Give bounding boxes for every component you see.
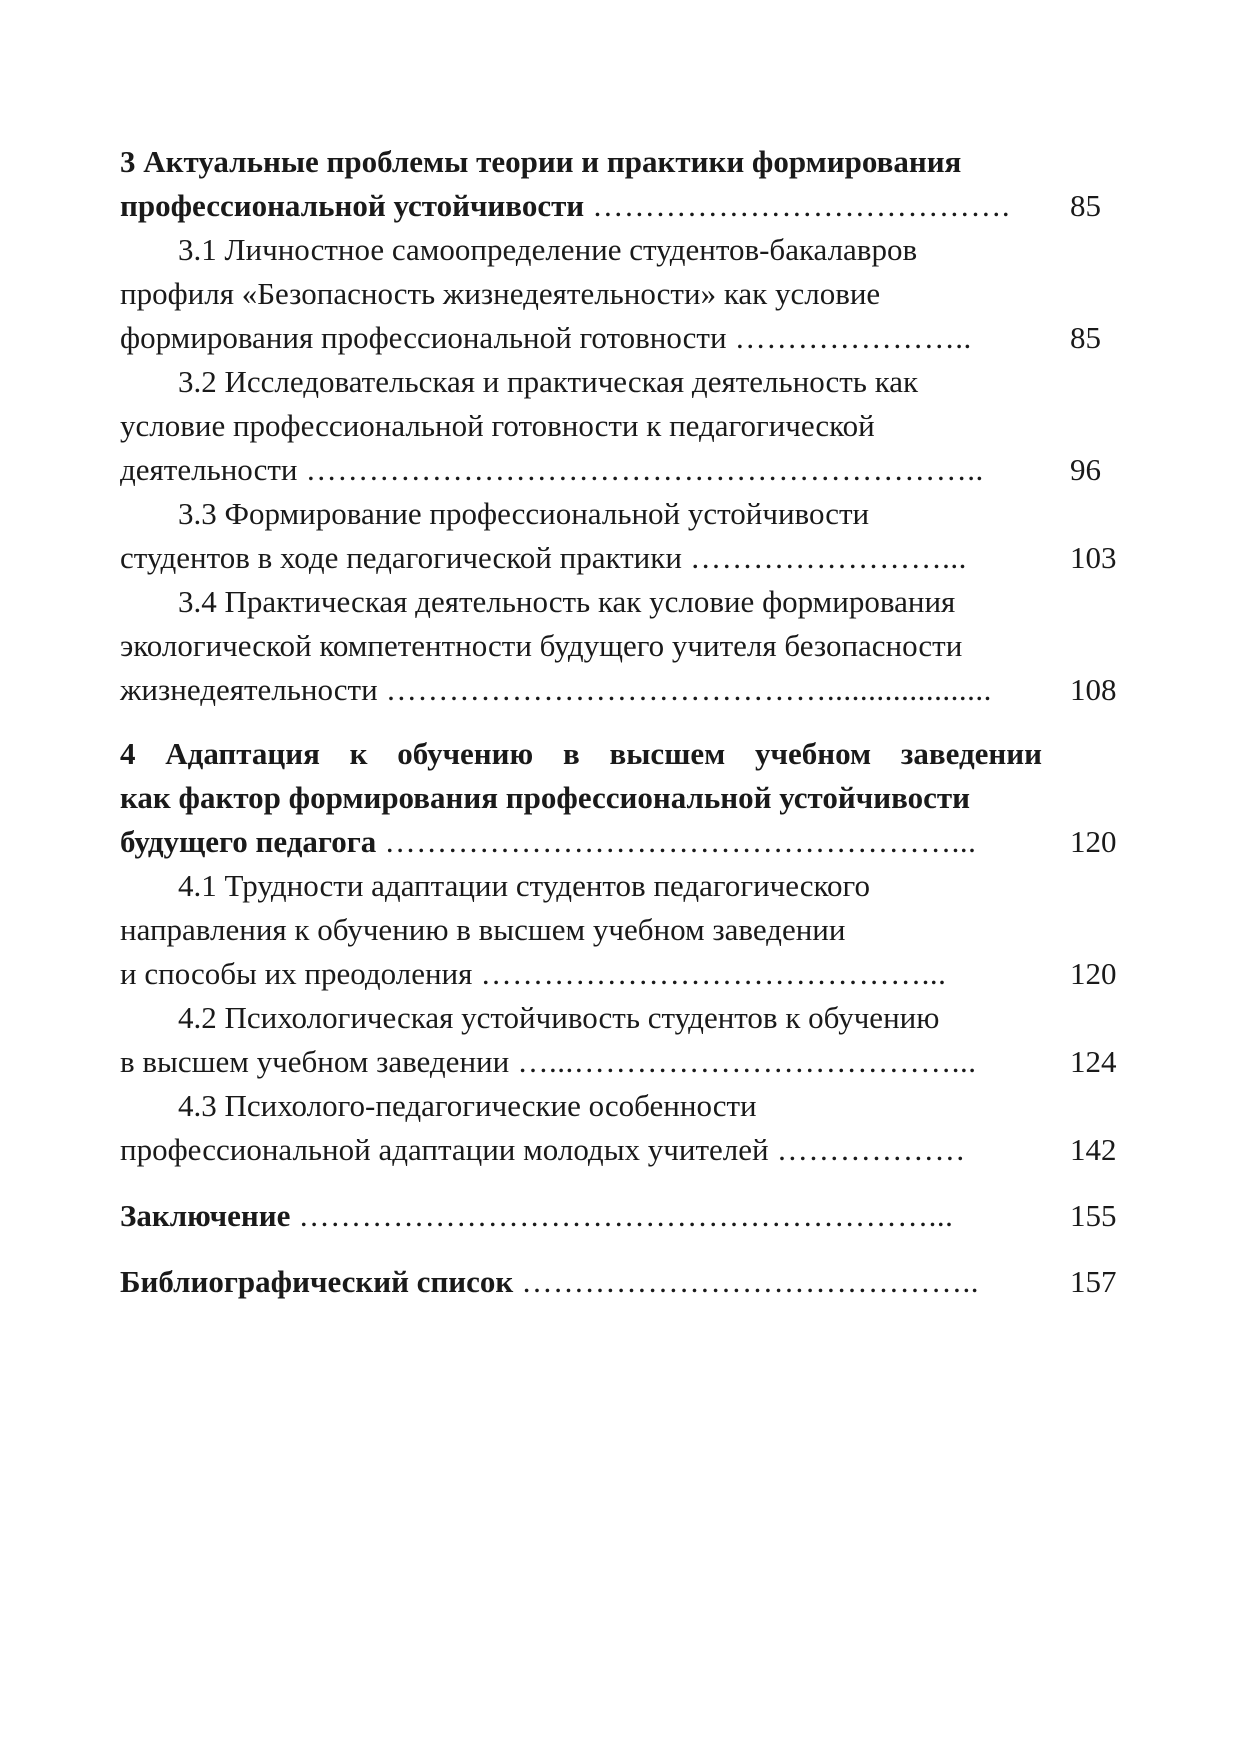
section-3-1-line-2: профиля «Безопасность жизнедеятельности» как условие	[120, 276, 881, 311]
conclusion-entry[interactable]	[120, 1194, 1140, 1238]
dot-leader: …………………..	[726, 320, 972, 355]
section-3-2-line-1: 3.2 Исследовательская и практическая деятельность как	[178, 364, 919, 399]
section-3-2-line-2: условие профессиональной готовности к педагогической	[120, 408, 875, 443]
bibliography-title: Библиографический список	[120, 1264, 514, 1299]
chapter-3-title-line-1: 3 Актуальные проблемы теории и практики формирования	[120, 144, 962, 179]
page-number: 85	[1070, 188, 1101, 223]
section-4-3-line-1: 4.3 Психолого-педагогические особенности	[178, 1088, 757, 1123]
page-number: 142	[1070, 1132, 1117, 1167]
chapter-4-title: будущего педагога	[120, 824, 377, 859]
dot-leader: ………………	[768, 1132, 966, 1167]
bibliography-entry[interactable]	[120, 1260, 1140, 1304]
section-4-1-line-2: направления к обучению в высшем учебном заведении	[120, 912, 846, 947]
dot-leader: ……………………………………...	[472, 956, 947, 991]
section-3-1-entry[interactable]: формирования профессиональной готовности ………………….. 85	[120, 316, 1140, 360]
section-3-4-line-1: 3.4 Практическая деятельность как условие формирования	[178, 584, 956, 619]
page-number: 124	[1070, 1044, 1117, 1079]
page-number: 157	[1070, 1264, 1117, 1299]
chapter-3-title-line-2[interactable]	[120, 184, 1140, 228]
dot-leader: ………………………………….	[584, 188, 1011, 223]
section-3-4-line-2: экологической компетентности будущего учителя безопасности	[120, 628, 963, 663]
section-4-3-entry[interactable]: профессиональной адаптации молодых учителей ……………… 142	[120, 1128, 1140, 1172]
page-number: 85	[1070, 320, 1101, 355]
chapter-4-title-line-2: как фактор формирования профессиональной устойчивости	[120, 780, 970, 815]
page-number: 120	[1070, 824, 1117, 859]
dot-leader: …...………………………………...	[509, 1044, 977, 1079]
chapter-3-title: профессиональной устойчивости	[120, 188, 585, 223]
section-4-2-line-1: 4.2 Психологическая устойчивость студентов к обучению	[178, 1000, 940, 1035]
dot-leader: ………………………………………………………..	[297, 452, 984, 487]
page-number: 108	[1070, 672, 1117, 707]
page-number: 96	[1070, 452, 1101, 487]
dot-leader: ……………………...	[681, 540, 967, 575]
chapter-4-title-line-3[interactable]	[120, 820, 1140, 864]
section-3-1-line-1: 3.1 Личностное самоопределение студентов-бакалавров	[178, 232, 918, 267]
section-3-3-line-1: 3.3 Формирование профессиональной устойчивости	[178, 496, 870, 531]
dot-leader: ……………………………………....................	[377, 672, 992, 707]
dot-leader: ………………………………………………...	[376, 824, 977, 859]
section-3-3-entry[interactable]: студентов в ходе педагогической практики ……………………... 103	[120, 536, 1140, 580]
page-number: 155	[1070, 1198, 1117, 1233]
page-number: 120	[1070, 956, 1117, 991]
section-3-2-entry[interactable]: деятельности ……………………………………………………….. 96	[120, 448, 1140, 492]
section-4-2-entry[interactable]: в высшем учебном заведении …...………………………………... 124	[120, 1040, 1140, 1084]
conclusion-title: Заключение	[120, 1198, 291, 1233]
dot-leader: ……………………………………………………...	[290, 1198, 954, 1233]
section-4-1-entry[interactable]: и способы их преодоления ……………………………………... 120	[120, 952, 1140, 996]
justified-heading-line: 4 Адаптация к обучению в высшем учебном заведении	[120, 736, 1042, 771]
section-3-4-entry[interactable]: жизнедеятельности …………………………………….................... 108	[120, 668, 1140, 712]
dot-leader: ……………………………………..	[513, 1264, 980, 1299]
page-number: 103	[1070, 540, 1117, 575]
table-of-contents	[120, 140, 1140, 1304]
chapter-4-title-line-1	[120, 732, 1140, 776]
section-4-1-line-1: 4.1 Трудности адаптации студентов педагогического	[178, 868, 870, 903]
